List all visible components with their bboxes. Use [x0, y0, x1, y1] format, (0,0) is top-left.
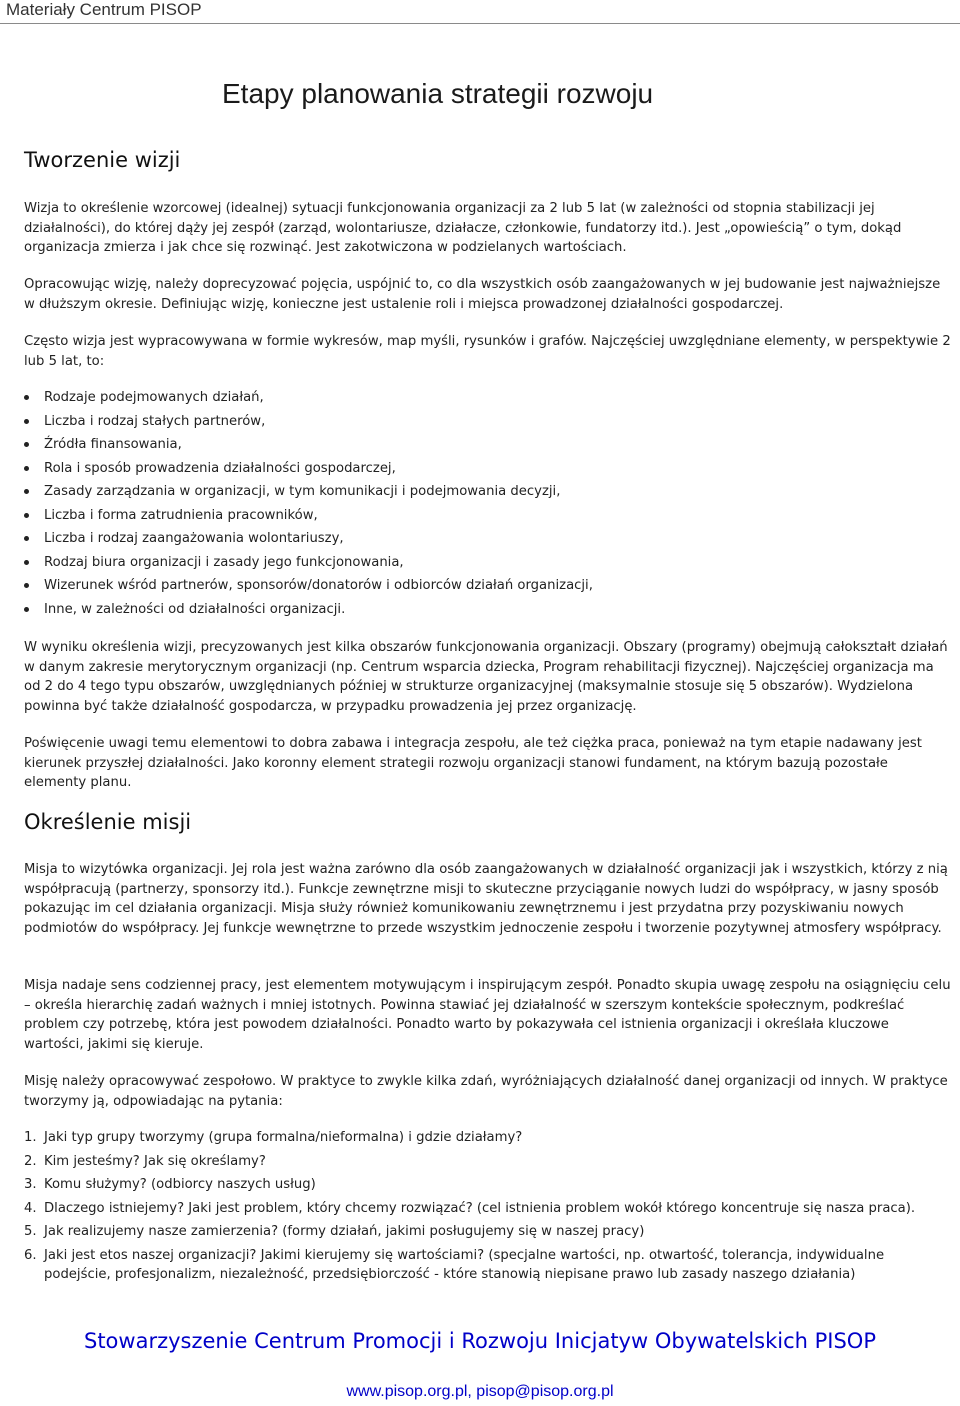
vision-elements-list	[24, 388, 593, 623]
page-header	[0, 0, 960, 24]
list-item-number: 3.	[24, 1177, 37, 1192]
list-item-text: Źródła finansowania,	[44, 437, 182, 452]
list-item-text: Rodzaj biura organizacji i zasady jego funkcjonowania,	[44, 554, 404, 570]
list-item	[24, 576, 593, 600]
list-item-number: 2.	[24, 1153, 37, 1169]
list-item-text: Liczba i rodzaj stałych partnerów,	[44, 413, 266, 429]
bullet-icon	[24, 583, 29, 588]
list-item	[24, 1175, 952, 1195]
mission-paragraph-1: Misja to wizytówka organizacji. Jej rola jest ważna zarówno dla osób zaangażowanych w działalność organizacji jak i wszystkich, którzy z nią współpracują (partnerzy, sponsorzy itd.). Funkcje zewnętrzne misji to skuteczne przyciąganie nowych ludzi do współpracy, w jasny sposób pokazując im cel działania organizacji. Misja służy również komunikowaniu zewnętrznemu i jest przydatna przy pozyskiwaniu nowych podmiotów do współpracy. Jej funkcje wewnętrzne to przede wszystkim jednoczenie zespołu i tworzenie pozytywnej atmosfery współpracy.	[24, 862, 948, 936]
list-item-number: 4.	[24, 1200, 37, 1216]
bullet-icon	[24, 513, 29, 518]
list-item-text: Rola i sposób prowadzenia działalności gospodarczej,	[44, 460, 396, 476]
bullet-icon	[24, 489, 29, 494]
bullet-icon	[24, 536, 29, 541]
mission-paragraph-3: Misję należy opracowywać zespołowo. W praktyce to zwykle kilka zdań, wyróżniających działalność danej organizacji od innych. W praktyce tworzymy ją, odpowiadając na pytania:	[24, 1074, 948, 1109]
bullet-icon	[24, 466, 29, 471]
section-heading-mission: Określenie misji	[24, 810, 192, 834]
list-item	[24, 600, 593, 624]
list-item-text: Komu służymy? (odbiorcy naszych usług)	[44, 1177, 316, 1192]
list-item	[24, 1199, 952, 1219]
list-item	[24, 1152, 952, 1172]
list-item-text: Dlaczego istniejemy? Jaki jest problem, który chcemy rozwiązać? (cel istnienia problem wokół którego koncentruje się nasza praca).	[44, 1200, 916, 1216]
list-item-text: Kim jesteśmy? Jak się określamy?	[44, 1153, 266, 1169]
section-heading-vision: Tworzenie wizji	[24, 148, 181, 172]
bullet-icon	[24, 419, 29, 424]
vision-paragraph-3: Często wizja jest wypracowywana w formie wykresów, map myśli, rysunków i grafów. Najczęściej uwzględniane elementy, w perspektywie 2 lub 5 lat, to:	[24, 334, 951, 369]
list-item	[24, 529, 593, 553]
list-item-text: Liczba i forma zatrudnienia pracowników,	[44, 507, 318, 523]
list-item-text: Jaki jest etos naszej organizacji? Jakimi kierujemy się wartościami? (specjalne wartości, np. otwartość, tolerancja, indywidualne podejście, profesjonalizm, niezależność, przedsiębiorczość - które stanowią niepisane prawo lub zasady naszego działania)	[44, 1247, 885, 1282]
bullet-icon	[24, 442, 29, 447]
bullet-icon	[24, 560, 29, 565]
list-item-text: Zasady zarządzania w organizacji, w tym komunikacji i podejmowania decyzji,	[44, 484, 561, 499]
list-item	[24, 482, 593, 506]
list-item	[24, 412, 593, 436]
list-item	[24, 388, 593, 412]
vision-paragraph-4: W wyniku określenia wizji, precyzowanych jest kilka obszarów funkcjonowania organizacji. Obszary (programy) obejmują całokształt działań w danym zakresie merytorycznym organizacji (np. Centrum wsparcia dziecka, Program rehabilitacji fizycznej). Najczęściej organizacja ma od 2 do 4 tego typu obszarów, uwzględnianych później w strukturze organizacyjnej (maksymalnie stosuje się 5 obszarów). Wydzielona powinna być także działalność gospodarcza, w przypadku prowadzenia jej przez organizację.	[24, 640, 948, 714]
vision-paragraph-1: Wizja to określenie wzorcowej (idealnej) sytuacji funkcjonowania organizacji za 2 lub 5 lat (w zależności od stopnia stabilizacji jej działalności), do której dąży jej zespół (zarząd, wolontariusze, działacze, członkowie, fundatorzy itd.). Jest „opowieścią” o tym, dokąd organizacja zmierza i jak chce się rozwinąć. Jest zakotwiczona w podzielanych wartościach.	[24, 201, 902, 255]
list-item-number: 5.	[24, 1224, 37, 1239]
list-item-text: Wizerunek wśród partnerów, sponsorów/donatorów i odbiorców działań organizacji,	[44, 578, 593, 593]
list-item	[24, 1246, 952, 1285]
list-item	[24, 1128, 952, 1148]
list-item-text: Jaki typ grupy tworzymy (grupa formalna/nieformalna) i gdzie działamy?	[44, 1130, 523, 1145]
list-item-text: Inne, w zależności od działalności organizacji.	[44, 601, 346, 617]
list-item-text: Liczba i rodzaj zaangażowania wolontariuszy,	[44, 531, 344, 546]
document-title: Etapy planowania strategii rozwoju	[222, 78, 654, 109]
bullet-icon	[24, 395, 29, 400]
mission-paragraph-2: Misja nadaje sens codziennej pracy, jest elementem motywującym i inspirującym zespół. Ponadto skupia uwagę zespołu na osiągnięciu celu – określa hierarchię zadań ważnych i mniej istotnych. Powinna stawiać jej działalność w szerszym kontekście społecznym, podkreślać problem czy potrzebę, która jest powodem działalności. Ponadto warto by pokazywała cel istnienia organizacji i określała kluczowe wartości, jakimi się kieruje.	[24, 978, 951, 1052]
list-item	[24, 459, 593, 483]
list-item-text: Rodzaje podejmowanych działań,	[44, 390, 264, 405]
list-item-text: Jak realizujemy nasze zamierzenia? (formy działań, jakimi posługujemy się w naszej pracy)	[44, 1224, 645, 1239]
list-item	[24, 1222, 952, 1242]
vision-paragraph-5: Poświęcenie uwagi temu elementowi to dobra zabawa i integracja zespołu, ale też ciężka praca, ponieważ na tym etapie nadawany jest kierunek przyszłej działalności. Jako koronny element strategii rozwoju organizacji stanowi fundament, na którym bazują pozostałe elementy planu.	[24, 736, 922, 790]
bullet-icon	[24, 607, 29, 612]
list-item	[24, 506, 593, 530]
footer-contact-link[interactable]: www.pisop.org.pl, pisop@pisop.org.pl	[346, 1383, 614, 1400]
header-label: Materiały Centrum PISOP	[6, 0, 202, 19]
mission-questions-list	[24, 1128, 952, 1289]
list-item-number: 1.	[24, 1130, 37, 1145]
list-item-number: 6.	[24, 1247, 37, 1263]
list-item	[24, 435, 593, 459]
vision-paragraph-2: Opracowując wizję, należy doprecyzować pojęcia, uspójnić to, co dla wszystkich osób zaangażowanych w jej budowanie jest najważniejsze w dłuższym okresie. Definiując wizję, konieczne jest ustalenie roli i miejsca prowadzonej działalności gospodarczej.	[24, 277, 941, 312]
list-item	[24, 553, 593, 577]
footer-organization: Stowarzyszenie Centrum Promocji i Rozwoju Inicjatyw Obywatelskich PISOP	[83, 1329, 876, 1353]
